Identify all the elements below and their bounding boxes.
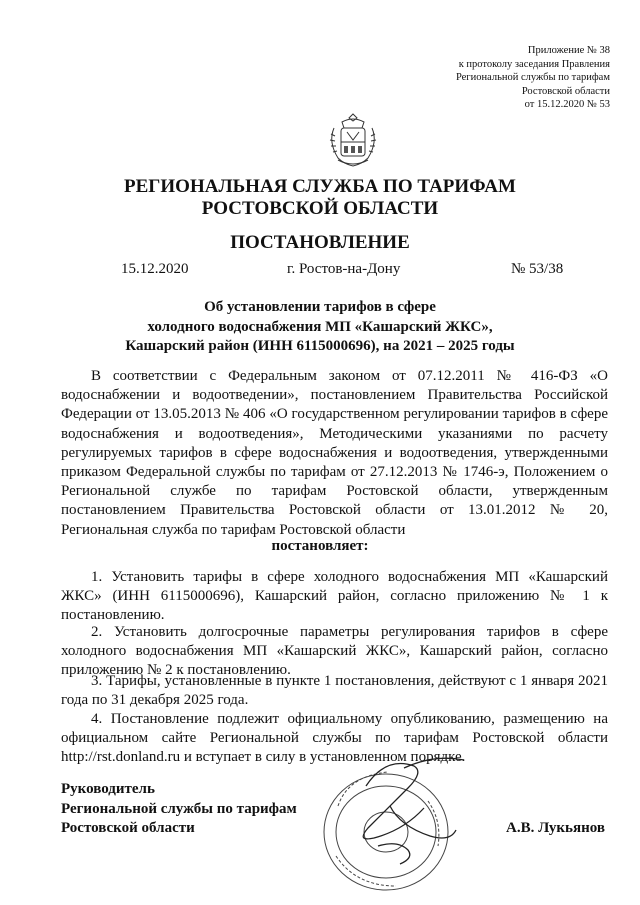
signatory-title-line: Ростовской области [61, 820, 195, 836]
signatory-title-line: Руководитель [61, 781, 155, 797]
signatory-title-line: Региональной службы по тарифам [61, 800, 297, 817]
resolves-heading: постановляет: [271, 538, 369, 554]
appendix-note [456, 44, 610, 112]
appendix-line: Ростовской области [521, 85, 610, 97]
organization-title: РЕГИОНАЛЬНАЯ СЛУЖБА ПО ТАРИФАМ [124, 176, 516, 197]
resolution-item-2: 2. Установить долгосрочные параметры регулирования тарифов в сфере холодного водоснабжения МП «Кашарский ЖКС», Кашарский район, согласно приложению № 2 к постановлению. [61, 624, 608, 679]
document-city: г. Ростов-на-Дону [287, 261, 401, 277]
resolution-item-4: 4. Постановление подлежит официальному опубликованию, размещению на официальном сайте Региональной службы по тарифам Ростовской области http://rst.donland.ru и вступает в силу в установленном порядке. [61, 711, 608, 766]
appendix-line: Приложение № 38 [527, 45, 610, 56]
appendix-line: от 15.12.2020 № 53 [524, 99, 610, 111]
document-subject [0, 298, 640, 357]
resolution-item-1: 1. Установить тарифы в сфере холодного водоснабжения МП «Кашарский ЖКС» (ИНН 6115000696), Кашарский район, согласно приложению № 1 к постановлению. [61, 569, 608, 624]
appendix-line: к протоколу заседания Правления [458, 58, 610, 70]
organization-region: РОСТОВСКОЙ ОБЛАСТИ [201, 198, 439, 219]
resolution-item-3: 3. Тарифы, установленные в пункте 1 постановления, действуют с 1 января 2021 года по 31 декабря 2025 года. [61, 673, 608, 709]
coat-of-arms-icon [322, 108, 384, 172]
document-number: № 53/38 [511, 261, 564, 277]
document-date: 15.12.2020 [121, 261, 189, 277]
preamble-paragraph: В соответствии с Федеральным законом от 07.12.2011 № 416-ФЗ «О водоснабжении и водоотведении», постановлением Правительства Российской Федерации от 13.05.2013 № 406 «О государственном регулировании тарифов в сфере водоснабжения и водоотведения», Методическими указаниями по расчету регулируемых тарифов в сфере водоснабжения и водоотведения, утвержденными приказом Федеральной службы по тарифам от 27.12.2013 № 1746-э, Положением о Региональной службе по тарифам Ростовской области, утвержденным постановлением Правительства Ростовской области от 13.01.2012 № 20, Региональная служба по тарифам Ростовской области [61, 368, 608, 538]
subject-line: Кашарский район (ИНН 6115000696), на 2021 – 2025 годы [125, 338, 515, 354]
signatory-name: А.В. Лукьянов [506, 820, 605, 836]
signatory-title [61, 780, 297, 839]
official-seal-icon [308, 746, 478, 896]
appendix-line: Региональной службы по тарифам [455, 72, 610, 84]
document-type: ПОСТАНОВЛЕНИЕ [230, 232, 410, 253]
subject-line: холодного водоснабжения МП «Кашарский ЖКС», [147, 318, 493, 335]
subject-line: Об установлении тарифов в сфере [204, 299, 436, 315]
